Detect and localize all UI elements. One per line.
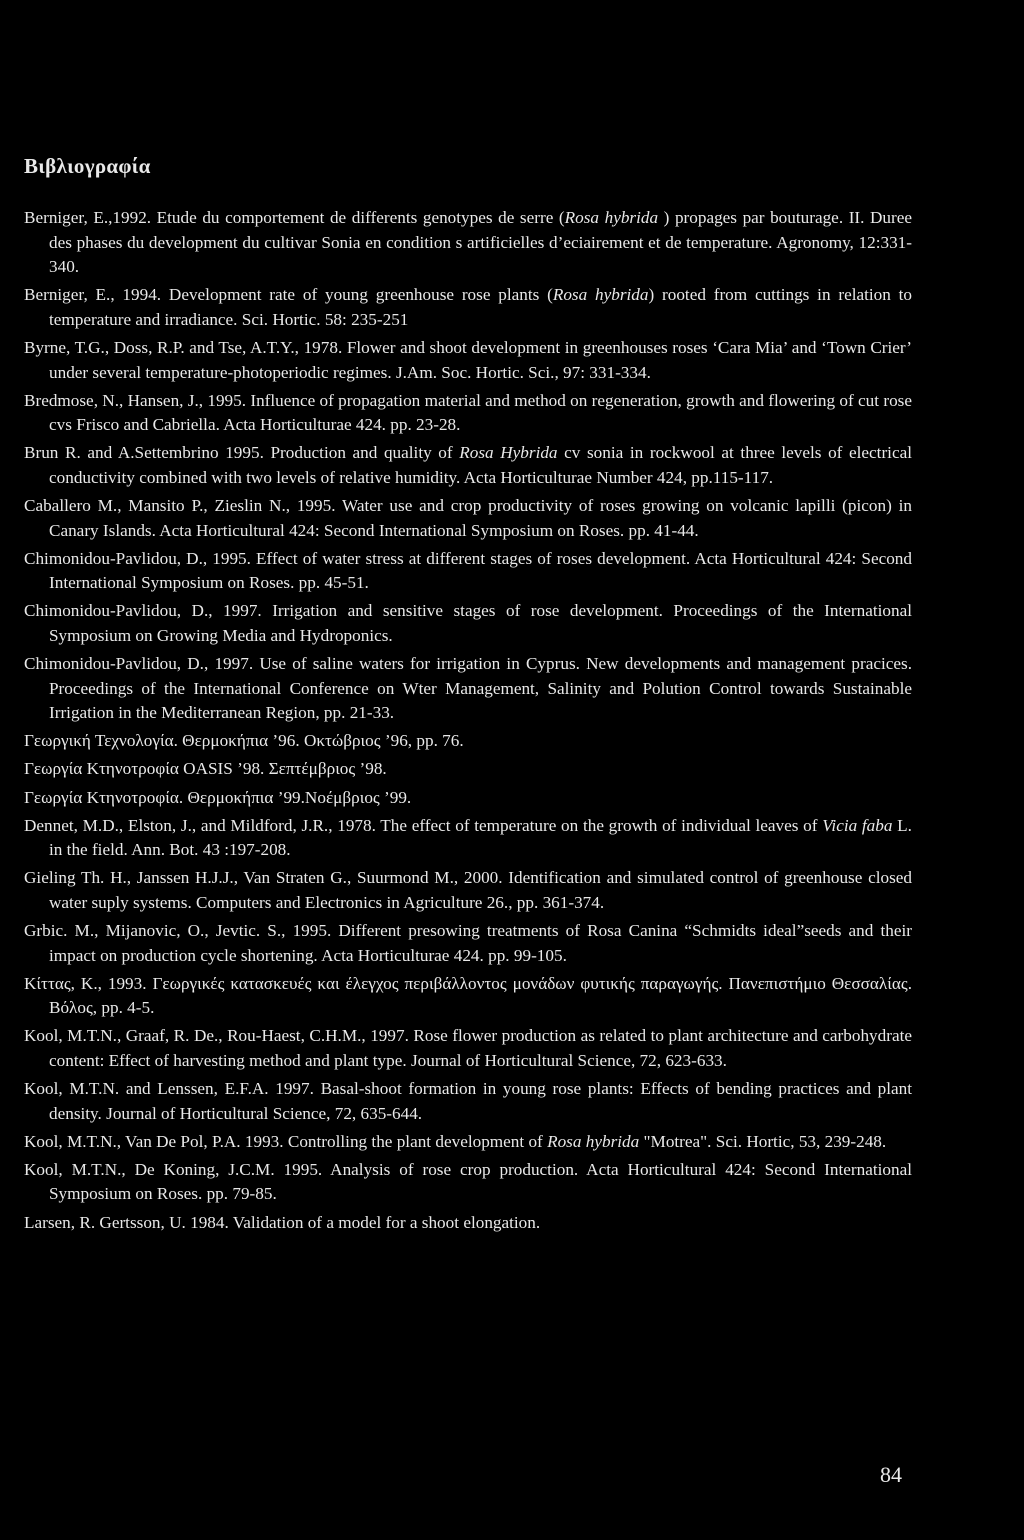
reference-entry	[24, 547, 912, 596]
reference-text: Chimonidou-Pavlidou, D., 1997. Use of saline waters for irrigation in Cyprus. New developments and management pracices. Proceedings of the International Conference on Wter Management, Salinity and Polution Control towards Sustainable Irrigation in the Mediterranean Region, pp. 21-33.	[24, 654, 912, 723]
reference-entry	[24, 599, 912, 648]
reference-entry	[24, 494, 912, 543]
reference-text: Kool, M.T.N. and Lenssen, E.F.A. 1997. Basal-shoot formation in young rose plants: Effects of bending practices and plant density. Journal of Horticultural Science, 72, 635-644.	[24, 1079, 912, 1123]
reference-text: Kool, M.T.N., De Koning, J.C.M. 1995. Analysis of rose crop production. Acta Horticultural 424: Second International Symposium on Roses. pp. 79-85.	[24, 1159, 912, 1204]
reference-entry	[24, 441, 912, 490]
reference-entry	[24, 1077, 912, 1126]
reference-text: Κίττας, Κ., 1993. Γεωργικές κατασκευές και έλεγχος περιβάλλοντος μονάδων φυτικής παραγωγής. Πανεπιστήμιο Θεσσαλίας. Βόλος, pp. 4-5.	[24, 973, 912, 1018]
reference-text: L. in the field. Ann. Bot. 43 :197-208.	[49, 815, 912, 860]
reference-text: Caballero M., Mansito P., Zieslin N., 1995. Water use and crop productivity of roses growing on volcanic lapilli (picon) in Canary Islands. Acta Horticultural 424: Second International Symposium on Roses. pp. 41-44.	[24, 496, 912, 540]
reference-entry	[24, 729, 912, 754]
reference-text: Kool, M.T.N., Van De Pol, P.A. 1993. Controlling the plant development of	[24, 1131, 548, 1151]
reference-text: Γεωργία Κτηνοτροφία OASIS ’98. Σεπτέμβριος ’98.	[24, 759, 387, 779]
reference-entry	[24, 206, 912, 280]
reference-text: Γεωργική Τεχνολογία. Θερμοκήπια ’96. Οκτώβριος ’96, pp. 76.	[24, 731, 464, 751]
reference-entry	[24, 1130, 912, 1155]
reference-italic-text: Rosa Hybrida	[459, 443, 558, 463]
reference-text: Grbic. M., Mijanovic, O., Jevtic. S., 1995. Different presowing treatments of Rosa Canina “Schmidts ideal”seeds and their impact on production cycle shortening. Acta Horticulturae 424. pp. 99-105.	[24, 921, 912, 965]
reference-text: Berniger, E., 1994. Development rate of young greenhouse rose plants (	[24, 285, 553, 305]
reference-text: Gieling Th. H., Janssen H.J.J., Van Straten G., Suurmond M., 2000. Identification and simulated control of greenhouse closed water suply systems. Computers and Electronics in Agriculture 26., pp. 361-374.	[24, 868, 912, 912]
reference-text: cv sonia in rockwool at three levels of electrical conductivity combined with two levels of relative humidity. Acta Horticulturae Number 424, pp.115-117.	[49, 443, 912, 487]
reference-entry	[24, 652, 912, 726]
reference-entry	[24, 972, 912, 1021]
reference-text: Dennet, M.D., Elston, J., and Mildford, J.R., 1978. The effect of temperature on the growth of individual leaves of	[24, 815, 823, 835]
reference-italic-text: Rosa hybrida	[547, 1131, 640, 1151]
page-number: 84	[880, 1462, 902, 1487]
reference-list	[24, 206, 912, 1239]
reference-italic-text: Rosa hybrida	[564, 208, 659, 227]
reference-text: Chimonidou-Pavlidou, D., 1995. Effect of water stress at different stages of roses development. Acta Horticultural 424: Second International Symposium on Roses. pp. 45-51.	[24, 548, 912, 593]
reference-text: ) propages par bouturage. II. Duree des phases du development du cultivar Sonia en condition s artificielles d’eciairement et de temperature. Agronomy, 12:331-340.	[49, 208, 912, 277]
reference-text: Γεωργία Κτηνοτροφία. Θερμοκήπια ’99.Νοέμβριος ’99.	[24, 787, 412, 807]
reference-entry	[24, 919, 912, 968]
reference-entry	[24, 1211, 912, 1236]
reference-text: Larsen, R. Gertsson, U. 1984. Validation of a model for a shoot elongation.	[24, 1212, 541, 1232]
reference-entry	[24, 814, 912, 863]
reference-text: Brun R. and A.Settembrino 1995. Production and quality of	[24, 443, 460, 463]
reference-italic-text: Rosa hybrida	[552, 285, 649, 305]
reference-text: Chimonidou-Pavlidou, D., 1997. Irrigation and sensitive stages of rose development. Proceedings of the International Symposium on Growing Media and Hydroponics.	[24, 601, 912, 645]
reference-entry	[24, 1024, 912, 1073]
reference-text: Kool, M.T.N., Graaf, R. De., Rou-Haest, C.H.M., 1997. Rose flower production as related to plant architecture and carbohydrate content: Effect of harvesting method and plant type. Journal of Horticultural Science, 72, 623-633.	[24, 1026, 912, 1070]
reference-entry	[24, 336, 912, 385]
reference-text: "Motrea". Sci. Hortic, 53, 239-248.	[639, 1131, 887, 1151]
reference-entry	[24, 1158, 912, 1207]
reference-entry	[24, 389, 912, 438]
reference-text: Bredmose, N., Hansen, J., 1995. Influence of propagation material and method on regeneration, growth and flowering of cut rose cvs Frisco and Cabriella. Acta Horticulturae 424. pp. 23-28.	[24, 390, 912, 435]
reference-entry	[24, 786, 912, 811]
reference-italic-text: Vicia faba	[822, 815, 893, 835]
page-title: Βιβλιογραφία	[24, 154, 151, 178]
reference-entry	[24, 866, 912, 915]
reference-text: Berniger, E.,1992. Etude du comportement de differents genotypes de serre (	[24, 208, 565, 227]
reference-text: Byrne, T.G., Doss, R.P. and Tse, A.T.Y., 1978. Flower and shoot development in greenhouses roses ‘Cara Mia’ and ‘Town Crier’ under several temperature-photoperiodic regimes. J.Am. Soc. Hortic. Sci., 97: 331-334.	[24, 337, 912, 382]
reference-entry	[24, 283, 912, 332]
reference-text: ) rooted from cuttings in relation to temperature and irradiance. Sci. Hortic. 58: 235-251	[49, 285, 913, 329]
reference-entry	[24, 757, 912, 782]
